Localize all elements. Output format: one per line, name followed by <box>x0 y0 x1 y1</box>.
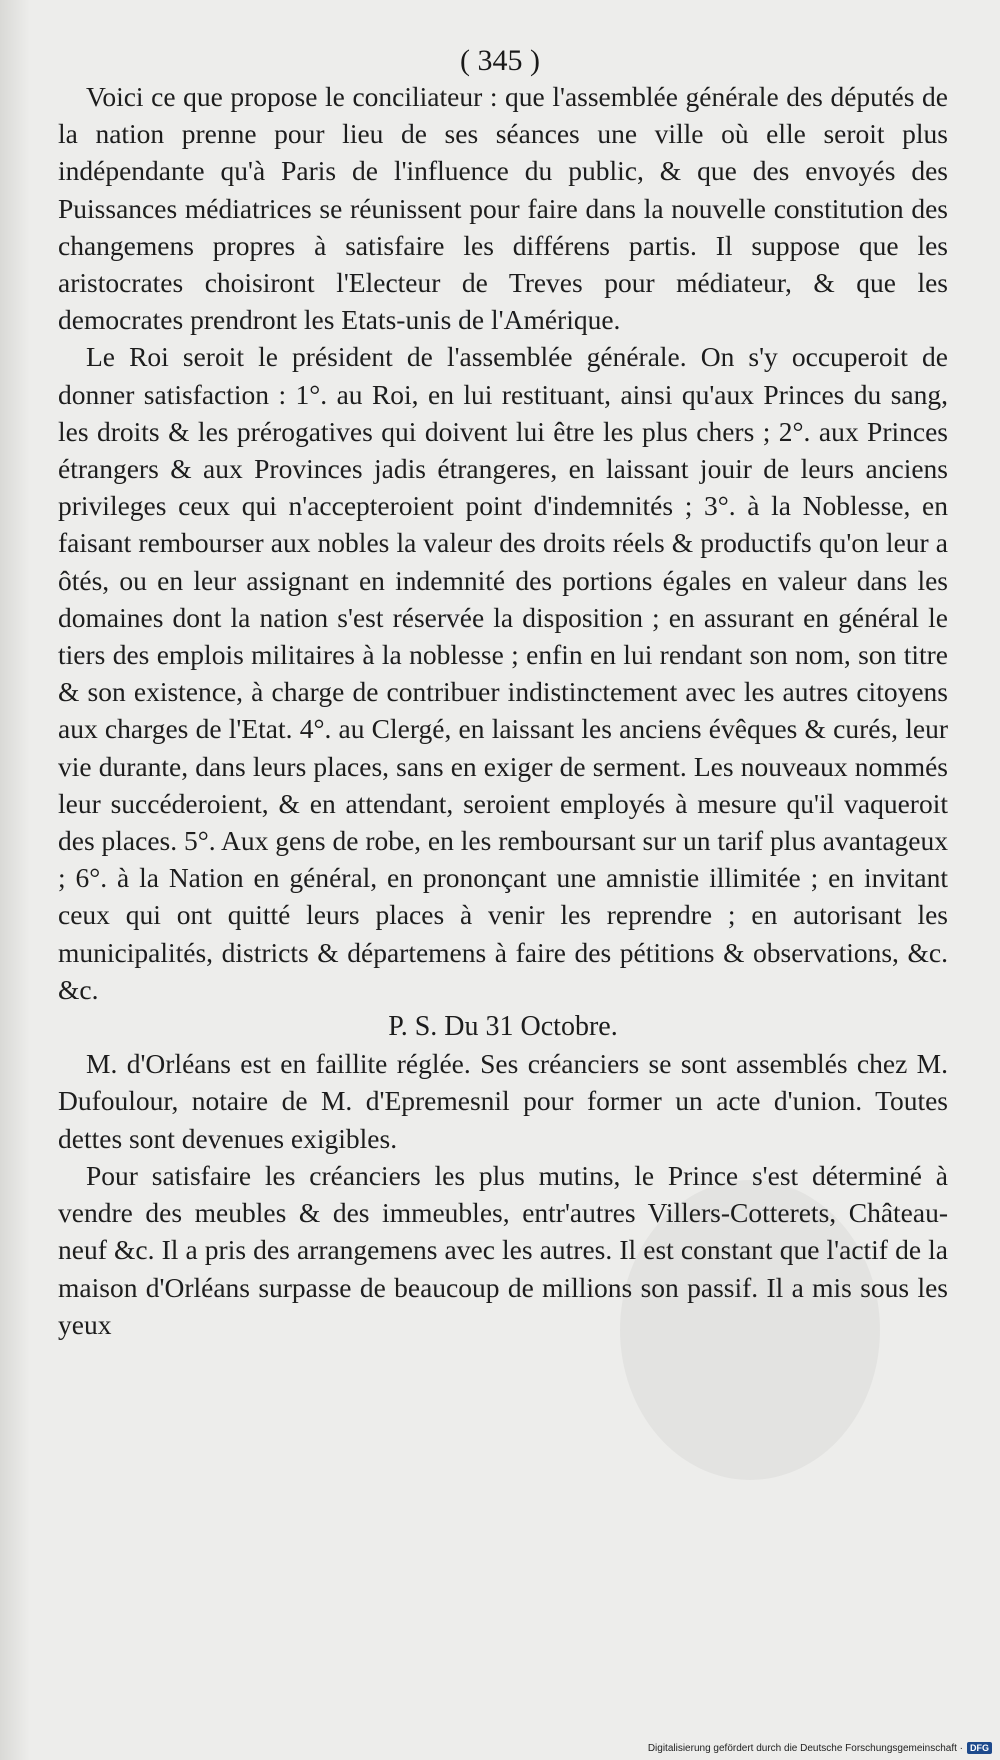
postscript-heading: P. S. Du 31 Octobre. <box>388 1011 618 1043</box>
dfg-logo: DFG <box>967 1742 992 1754</box>
paragraph: Pour satisfaire les créanciers les plus mutins, le Prince s'est déterminé à vendre des meubles & des immeubles, entr'autres Villers-Cotterets, Château-neuf &c. Il a pris des arrangemens avec les autres. Il est constant que l'actif de la maison d'Orléans surpasse de beaucoup de millions son passif. Il a mis sous les yeux <box>58 1159 948 1340</box>
paragraph: Le Roi seroit le président de l'assemblée générale. On s'y occuperoit de donner satisfaction : 1°. au Roi, en lui restituant, ainsi qu'aux Princes du sang, les droits & les prérogatives qui doivent lui être les plus chers ; 2°. aux Princes étrangers & aux Provinces jadis étrangeres, en laissant jouir de leurs anciens privileges ceux qui n'accepteroient point d'indemnités ; 3°. à la Noblesse, en faisant rembourser aux nobles la valeur des droits réels & productifs qu'on leur a ôtés, ou en leur assignant en indemnité des portions égales en valeur dans les domaines dont la nation s'est réservée la disposition ; en assurant en général le tiers des emplois militaires à la noblesse ; enfin en lui rendant son nom, son titre & son existence, à charge de contribuer indistinctement avec les autres citoyens aux charges de l'Etat. 4°. au Clergé, en laissant les anciens évêques & curés, leur vie durante, dans leurs places, sans en exiger de serment. Les nouveaux nommés leur succéderoient, & en attendant, seroient employés à mesure qu'il vaqueroit des places. 5°. Aux gens de robe, en les remboursant sur un tarif plus avantageux ; 6°. à la Nation en général, en prononçant une amnistie illimitée ; en invitant ceux qui ont quitté leurs places à venir les reprendre ; en autorisant les municipalités, districts & départemens à faire des pétitions & observations, &c. &c. <box>58 341 948 1005</box>
page-number: ( 345 ) <box>460 44 540 77</box>
footer-text: Digitalisierung gefördert durch die Deutsche Forschungsgemeinschaft · <box>647 1742 963 1754</box>
paragraph: Voici ce que propose le conciliateur : que l'assemblée générale des députés de la nation prenne pour lieu de ses séances une ville où elle seroit plus indépendante qu'à Paris de l'influence du public, & que des envoyés des Puissances médiatrices se réunissent pour faire dans la nouvelle constitution des changemens propres à satisfaire les différens partis. Il suppose que les aristocrates choisiront l'Electeur de Treves pour médiateur, & que les democrates prendront les Etats-unis de l'Amérique. <box>58 81 948 336</box>
digitization-footer <box>648 1742 992 1754</box>
body-text <box>58 78 948 1343</box>
paragraph: M. d'Orléans est en faillite réglée. Ses créanciers se sont assemblés chez M. Dufoulour, notaire de M. d'Epremesnil pour former un acte d'union. Toutes dettes sont devenues exigibles. <box>58 1048 948 1154</box>
